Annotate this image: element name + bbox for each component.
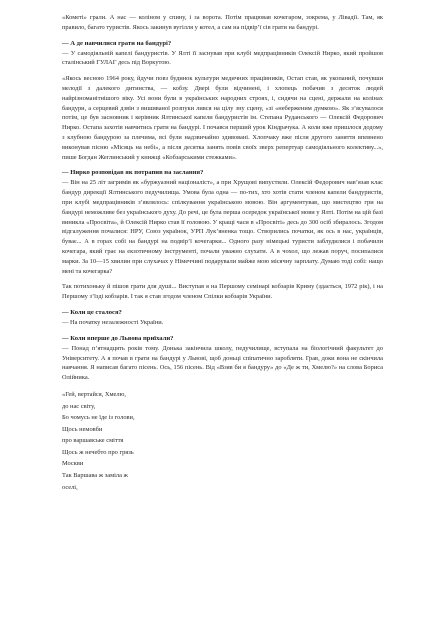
poem-line: Щось немовби — [62, 425, 103, 433]
question-when: — Коли це сталося? — [62, 308, 122, 316]
question-exile: — Нирко розповідав як потрапив на заслання? — [62, 169, 204, 177]
poem-line: Бо чомусь не їде із голови, — [62, 414, 135, 422]
poem-line: до нас світу, — [62, 402, 96, 410]
paragraph-intro: «Кометі» грали. А нас — коліном у спину, і за ворота. Потім працював кочегаром, зокрема, у Лівадії. Там, як правило, багато туристів. Якось закинув вугілля у котел, а сам на підвір’ї сів грати на бандурі. — [62, 14, 383, 31]
answer-when: — На початку незалежності України. — [62, 318, 164, 326]
poem-line: Щось ж нечебто про грязь — [62, 448, 134, 456]
poem-block — [62, 389, 383, 493]
answer-lviv: — Понад п’ятнадцять років тому. Донька закінчила школу, педучилище, вступала на біологічний факультет до Університету. А я почав в грати на бандурі у Львові, щоб доньці спіпатично заробляти. Грав, доки вона не скінчила навчання. Я написав багато пісень. Ось, 156 пісень. Від «Взяв би я бандуру» до «Де ж ти, Хмелю?» на слова Бориса Олійника. — [62, 344, 383, 382]
poem-line: оселі, — [62, 483, 78, 491]
answer-bandura-learning: — У самодіяльній капелі бандуристів. У Ялті її заснував при клубі медпрацівників Олексій Нирко, який пройшов сталінський ГУЛАГ десь під Воркутою. — [62, 49, 383, 67]
poem-line: про варшавське сміття — [62, 437, 124, 445]
answer-exile: — Він на 25 літ загримів як «буржуазний націоналіст», а при Хрущові випустили. Олексій Федорович нав’язав клас бандур дирекції Ялтинського педучилища. Умова була одна — по-тих, хто хотів стати членом капели бандуристів, при клубі медпрацівників з’являлось: спілкування українською мовою. Він аргументував, що мистецтво гри на бандурі неможливе без українського духу. До речі, це була перша осередок української мови у Ялті. Потім на цій базі виникла «Просвіта», й Олексій Нирко став її головою. У кращі часи в «Просвіті» десь до 300 осіб збиралось. Згодом відгалуження почалися: НРУ, Союз українок, УРП Лук’яненка тощо. Створились початки, як ось в нас, українців, буває... А в горах собі на бандурі на подвір’ї кочегарки... Одного разу німецькі туристи заблудилися і побачили кочегара, який грає на екзотичному інструменті, почали уважно слухати. А в чохол, що лежав поруч, посипалися марки. За 10—15 хвилин при слухачах у Німеччині подарували майже мою місячну зарплату. Думаю тоді собі: нащо мені та кочегарка? — [62, 179, 383, 275]
poem-line: Так Варшава ж заміла ж — [62, 472, 128, 480]
quote-paragraph: «Якось весною 1964 року, йдучи повз будинок культури медичних працівників, Остап став, як укопаний, почувши мелодії з далекого дитинства, — кобзу. Двері були відчинені, і хлопець побачив з десяток людей найрізноманітнішого віку. Усі вони були в українських народних строях, і, сидячи на сцені, держали на колінах бандури, а серцевий дзвін з вишиваної розпуки лився на цілу зну сцену, «зі «неберженим думкою». Як з’ясувалося потім, це був засновник і керівник Ялтинської капели бандуристів ім. Степана Руданського — Олексій Федорович Нирко. Остапа захотів навчитись грати на бандурі. І почався перший урок Кіндрачука. А коли вже пришлося додому з клубною бандурою за плечима, всі були надзвичайно здивовані. Хлопчаку вже після другого заняття впевнено виконував пісню «Місяць на небі», а після десятка занять повів своїх зверх репертуар самодіяльного колективу...», пише Богдан Жеглинський у книжці «Кобзарськими стежками». — [62, 75, 383, 161]
poem-line: «Гей, вертайся, Хмелю, — [62, 390, 126, 398]
question-bandura-learning: — А де навчилися грати на бандурі? — [62, 39, 172, 47]
poem-line: Москви — [62, 460, 84, 468]
question-lviv: — Коли вперше до Львова приїхали? — [62, 334, 174, 342]
paragraph-kobzar-union: Так потихоньку й пішов грати для душі... Виступав я на Першому семінарі кобзарів Криму (здається, 1972 рік), і на Першому з’їзді кобзарів. І так я став згодом членом Спілки кобзарів України. — [62, 283, 383, 301]
